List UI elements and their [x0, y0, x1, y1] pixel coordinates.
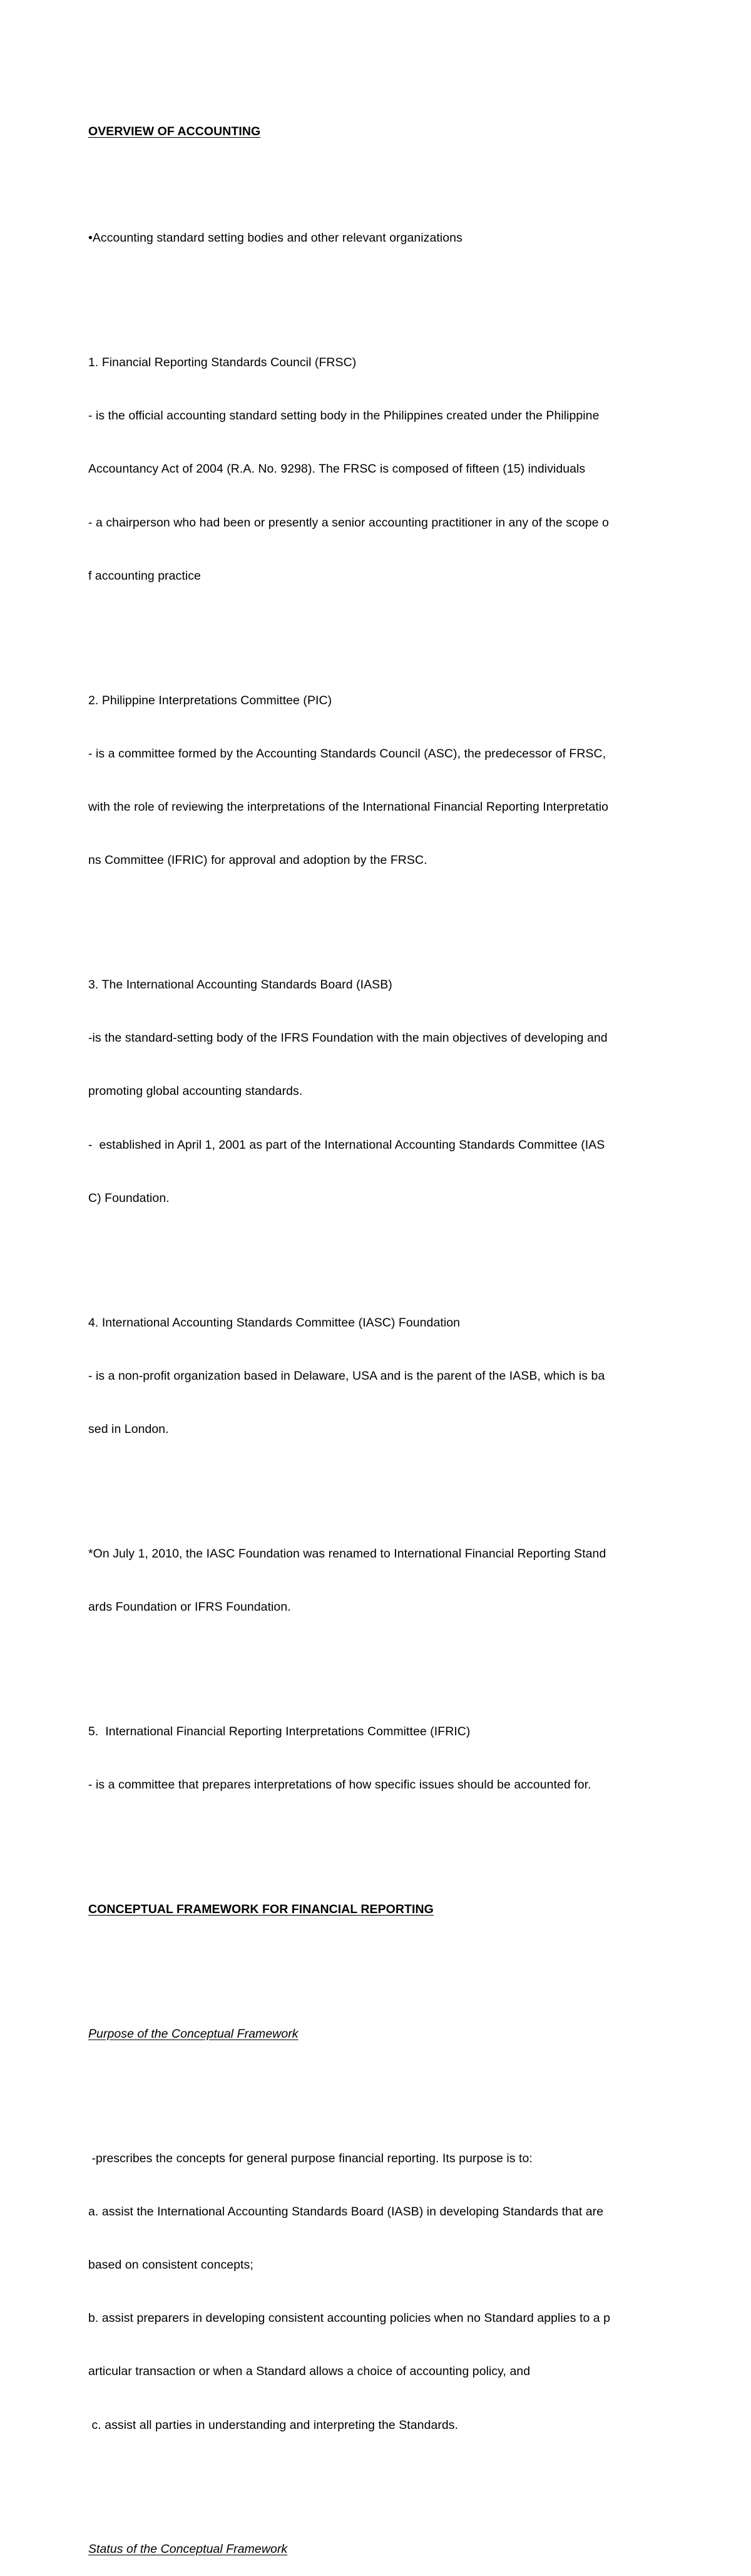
spacer: [88, 2078, 670, 2096]
note-line: *On July 1, 2010, the IASC Foundation was renamed to International Financial Reporting Stand: [88, 1546, 606, 1561]
spacer: [88, 1243, 670, 1260]
spacer: [88, 620, 670, 638]
item-3-line: promoting global accounting standards.: [88, 1084, 303, 1099]
purpose-line: based on consistent concepts;: [88, 2257, 253, 2272]
item-1-title: 1. Financial Reporting Standards Council (FRSC): [88, 356, 357, 370]
spacer: [88, 1474, 670, 1491]
item-4-title: 4. International Accounting Standards Committee (IASC) Foundation: [88, 1315, 460, 1330]
spacer: [88, 282, 670, 300]
overview-intro: •Accounting standard setting bodies and other relevant organizations: [88, 231, 462, 245]
item-3-line: -is the standard-setting body of the IFRS Foundation with the main objectives of developing and: [88, 1031, 608, 1045]
item-1-line: f accounting practice: [88, 568, 201, 583]
item-5-line: - is a committee that prepares interpretations of how specific issues should be accounted for.: [88, 1778, 591, 1792]
item-2-title: 2. Philippine Interpretations Committee (PIC): [88, 693, 332, 707]
purpose-line: b. assist preparers in developing consistent accounting policies when no Standard applies to a p: [88, 2311, 611, 2326]
overview-heading: OVERVIEW OF ACCOUNTING: [88, 124, 261, 138]
purpose-line: -prescribes the concepts for general purpose financial reporting. Its purpose is to:: [88, 2151, 533, 2165]
item-3-title: 3. The International Accounting Standards Board (IASB): [88, 978, 392, 992]
item-4-line: sed in London.: [88, 1422, 169, 1437]
document-body: [88, 87, 670, 2576]
spacer: [88, 905, 670, 922]
spacer: [88, 1651, 670, 1669]
spacer: [88, 1829, 670, 1847]
item-2-line: - is a committee formed by the Accounting Standards Council (ASC), the predecessor of FRSC,: [88, 746, 606, 761]
item-4-line: - is a non-profit organization based in Delaware, USA and is the parent of the IASB, which is ba: [88, 1368, 605, 1383]
item-1-line: - a chairperson who had been or presently a senior accounting practitioner in any of the scope o: [88, 515, 609, 530]
framework-heading: CONCEPTUAL FRAMEWORK FOR FINANCIAL REPORTING: [88, 1902, 434, 1916]
item-3-line: C) Foundation.: [88, 1191, 170, 1205]
item-1-line: - is the official accounting standard setting body in the Philippines created under the Philippine: [88, 409, 600, 423]
purpose-line: c. assist all parties in understanding and interpreting the Standards.: [88, 2418, 459, 2432]
purpose-heading: Purpose of the Conceptual Framework: [88, 2026, 299, 2041]
item-2-line: ns Committee (IFRIC) for approval and adoption by the FRSC.: [88, 853, 427, 868]
item-2-line: with the role of reviewing the interpretations of the International Financial Reporting Interpretatio: [88, 800, 609, 814]
note-line: ards Foundation or IFRS Foundation.: [88, 1600, 291, 1614]
item-3-line: - established in April 1, 2001 as part of the International Accounting Standards Committee (IAS: [88, 1137, 605, 1152]
spacer: [88, 2470, 670, 2487]
spacer: [88, 1954, 670, 1971]
purpose-line: a. assist the International Accounting Standards Board (IASB) in developing Standards that are: [88, 2204, 604, 2219]
item-5-title: 5. International Financial Reporting Interpretations Committee (IFRIC): [88, 1724, 471, 1738]
spacer: [88, 176, 670, 193]
purpose-line: articular transaction or when a Standard allows a choice of accounting policy, and: [88, 2364, 531, 2379]
item-1-line: Accountancy Act of 2004 (R.A. No. 9298). The FRSC is composed of fifteen (15) individuals: [88, 462, 586, 476]
status-heading: Status of the Conceptual Framework: [88, 2542, 288, 2557]
